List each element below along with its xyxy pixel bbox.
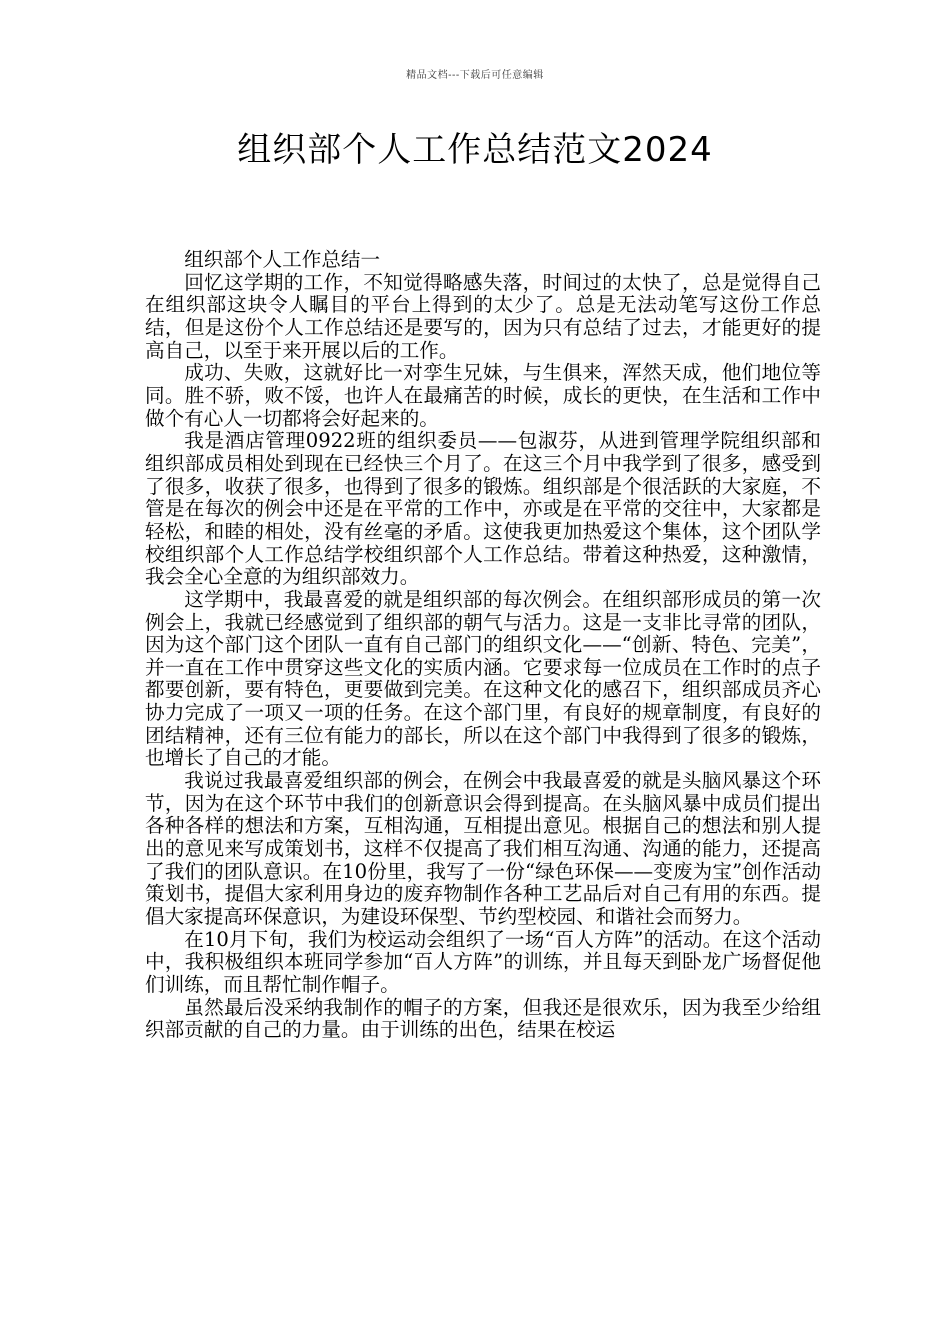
body-paragraph: 虽然最后没采纳我制作的帽子的方案，但我还是很欢乐，因为我至少给组织部贡献的自己的力量。由于训练的出色，结果在校运	[145, 995, 821, 1042]
body-paragraph: 我是酒店管理0922班的组织委员——包淑芬，从进到管理学院组织部和组织部成员相处到现在已经快三个月了。在这三个月中我学到了很多，感受到了很多，收获了很多，也得到了很多的锻炼。组织部是个很活跃的大家庭，不管是在每次的例会中还是在平常的工作中，亦或是在平常的交往中，大家都是轻松，和睦的相处，没有丝毫的矛盾。这使我更加热爱这个集体，这个团队学校组织部个人工作总结学校组织部个人工作总结。带着这种热爱，这种激情，我会全心全意的为组织部效力。	[145, 429, 821, 589]
body-paragraph: 成功、失败，这就好比一对孪生兄妹，与生俱来，浑然天成，他们地位等同。胜不骄，败不馁，也许人在最痛苦的时候，成长的更快，在生活和工作中做个有心人一切都将会好起来的。	[145, 361, 821, 430]
section-heading: 组织部个人工作总结一	[184, 248, 381, 271]
body-paragraph: 这学期中，我最喜爱的就是组织部的每次例会。在组织部形成员的第一次例会上，我就已经感觉到了组织部的朝气与活力。这是一支非比寻常的团队，因为这个部门这个团队一直有自己部门的组织文化——“创新、特色、完美”，并一直在工作中贯穿这些文化的实质内涵。它要求每一位成员在工作时的点子都要创新，要有特色，更要做到完美。在这种文化的感召下，组织部成员齐心协力完成了一项又一项的任务。在这个部门里，有良好的规章制度，有良好的团结精神，还有三位有能力的部长，所以在这个部门中我得到了很多的锻炼，也增长了自己的才能。	[145, 587, 821, 770]
header-note: 精品文档---下载后可任意编辑	[406, 70, 544, 81]
body-paragraph: 我说过我最喜爱组织部的例会，在例会中我最喜爱的就是头脑风暴这个环节，因为在这个环节中我们的创新意识会得到提高。在头脑风暴中成员们提出各种各样的想法和方案，互相沟通，互相提出意见。根据自己的想法和别人提出的意见来写成策划书，这样不仅提高了我们相互沟通、沟通的能力，还提高了我们的团队意识。在10份里，我写了一份“绿色环保——变废为宝”创作活动策划书，提倡大家利用身边的废弃物制作各种工艺品后对自己有用的东西。提倡大家提高环保意识，为建设环保型、节约型校园、和谐社会而努力。	[145, 769, 821, 929]
document-body	[145, 249, 821, 1042]
document-title: 组织部个人工作总结范文2024	[237, 130, 713, 170]
body-paragraph: 在10月下旬，我们为校运动会组织了一场“百人方阵”的活动。在这个活动中，我积极组织本班同学参加“百人方阵”的训练，并且每天到卧龙广场督促他们训练，而且帮忙制作帽子。	[145, 927, 821, 996]
body-paragraph: 回忆这学期的工作，不知觉得略感失落，时间过的太快了，总是觉得自己在组织部这块令人瞩目的平台上得到的太少了。总是无法动笔写这份工作总结，但是这份个人工作总结还是要写的，因为只有总结了过去，才能更好的提高自己，以至于来开展以后的工作。	[145, 270, 821, 362]
